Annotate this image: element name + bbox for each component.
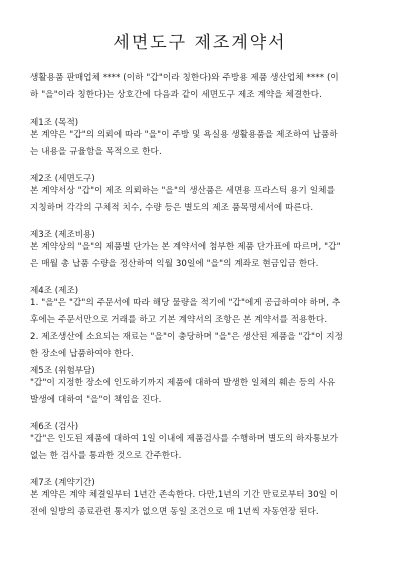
article-line: 본 계약상의 "을"의 제품별 단가는 본 계약서에 첨부한 제품 단가표에 따르며, "갑" (30, 242, 341, 252)
document-title: 세면도구 제조계약서 (113, 33, 287, 53)
article-5-heading: 제5조 (위험부담) (30, 366, 95, 376)
article-line: 발생에 대하여 "을"이 책임을 진다. (30, 395, 162, 405)
intro-line: 하 "을"이라 칭한다)는 상호간에 다음과 같이 세면도구 제조 계약을 체결한다. (30, 90, 322, 100)
article-line: 전에 일방의 종료관련 통지가 없으면 동일 조건으로 매 1년씩 자동연장 된다. (30, 507, 319, 517)
article-line: 본 계약서상 "갑"이 제조 의뢰하는 "을"의 생산품은 세면용 프라스틱 용기 일체를 (30, 186, 335, 196)
article-line: 은 매월 총 납품 수량을 정산하여 익월 30일에 "을"의 계좌로 현금입금 한다. (30, 259, 319, 269)
article-1-heading: 제1조 (목적) (30, 118, 79, 128)
article-line: 는 내용을 규율함을 목적으로 한다. (30, 147, 162, 157)
article-7-body (30, 487, 372, 521)
article-3-body (30, 239, 372, 273)
article-2-body (30, 183, 372, 217)
article-7-heading: 제7조 (계약기간) (30, 478, 95, 488)
article-5-body (30, 375, 372, 409)
article-line: 2. 제조생산에 소요되는 재료는 "을"이 충당하며 "을"은 생산된 제품을 "갑"이 지정 (30, 332, 344, 342)
article-line: 한 장소에 납품하여야 한다. (30, 349, 134, 359)
article-line: "갑"이 지정한 장소에 인도하기까지 제품에 대하여 발생한 일체의 훼손 등의 사유 (30, 378, 336, 388)
article-6-heading: 제6조 (검사) (30, 422, 79, 432)
article-line: 없는 한 검사를 통과한 것으로 간주한다. (30, 451, 182, 461)
article-line: "갑"은 인도된 제품에 대하여 1일 이내에 제품검사를 수행하며 별도의 하자통보가 (30, 434, 339, 444)
intro-line: 생활용품 판매업체 **** (이하 "갑"이라 칭한다)와 주방용 제품 생산업체 **** (이 (30, 73, 339, 83)
intro-paragraph (30, 70, 372, 104)
article-line: 후에는 주문서만으로 거래를 하고 기본 계약서의 조항은 본 계약서를 적용한다. (30, 315, 328, 325)
article-line: 본 계약은 "갑"의 의뢰에 따라 "을"이 주방 및 욕실용 생활용품을 제조하여 납품하 (30, 130, 338, 140)
article-1-body (30, 127, 372, 161)
article-4-heading: 제4조 (제조) (30, 286, 79, 296)
article-6-body (30, 431, 372, 465)
article-4-body (30, 295, 372, 363)
article-line: 지칭하며 각각의 구체적 치수, 수량 등은 별도의 제조 품목명세서에 따른다. (30, 203, 314, 213)
article-3-heading: 제3조 (제조비용) (30, 230, 95, 240)
article-line: 본 계약은 계약 체결일부터 1년간 존속한다. 다만,1년의 기간 만료로부터 30일 이 (30, 490, 339, 500)
article-line: 1. "을"은 "갑"의 주문서에 따라 해당 물량을 적기에 "갑"에게 공급하여야 하며, 추 (30, 298, 341, 308)
article-2-heading: 제2조 (세면도구) (30, 174, 95, 184)
